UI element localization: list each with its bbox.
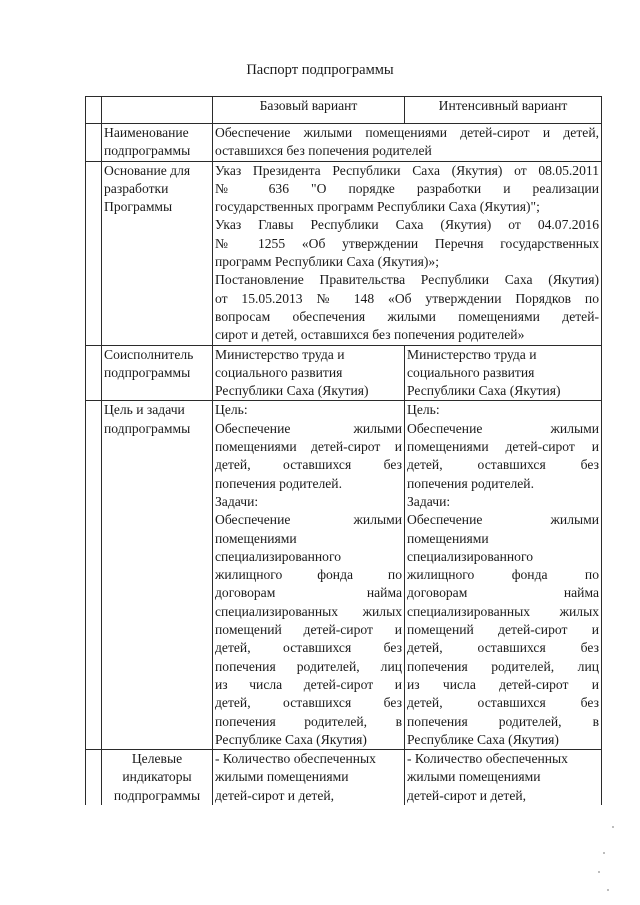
intensive-variant-cell: - Количество обеспеченных жилыми помещениями детей-сирот и детей,	[405, 750, 602, 805]
table-row-basis	[86, 161, 602, 345]
table-row-goals	[86, 401, 602, 750]
row-number-cell	[86, 161, 102, 345]
base-variant-cell: - Количество обеспеченных жилыми помещениями детей-сирот и детей,	[213, 750, 405, 805]
row-number-cell	[86, 124, 102, 162]
row-value: Указ Президента Республики Саха (Якутия) от 08.05.2011 № 636 "О порядке разработки и реализации государственных программ Республики Саха (Якутия)"; Указ Главы Республики Саха (Якутия) от 04.07.2016 № 1255 «Об утверждении Перечня государственных программ Республики Саха (Якутия)»; Постановление Правительства Республики Саха (Якутия) от 15.05.2013 № 148 «Об утверждении Порядков по вопросам обеспечения жилыми помещениями детей- сирот и детей, оставшихся без попечения родителей»	[213, 161, 602, 345]
passport-table	[85, 96, 602, 805]
table-row-indicators	[86, 750, 602, 805]
row-label: Цель и задачи подпрограммы	[102, 401, 213, 750]
row-label: Соисполнитель подпрограммы	[102, 345, 213, 401]
base-variant-cell: Цель: Обеспечение жилыми помещениями детей-сирот и детей, оставшихся без попечения родителей. Задачи: Обеспечение жилыми помещениями специализированного жилищного фонда по договорам найма специализированных жилых помещений детей-сирот и детей, оставшихся без попечения родителей, лиц из числа детей-сирот и детей, оставшихся без попечения родителей, в Республике Саха (Якутия)	[213, 401, 405, 750]
row-label: Наименование подпрограммы	[102, 124, 213, 162]
page-title: Паспорт подпрограммы	[246, 62, 394, 78]
row-number-cell	[86, 345, 102, 401]
row-value: Обеспечение жилыми помещениями детей-сирот и детей, оставшихся без попечения родителей	[213, 124, 602, 162]
header-base-variant: Базовый вариант	[213, 97, 405, 124]
table-header-row	[86, 97, 602, 124]
row-label: Основание для разработки Программы	[102, 161, 213, 345]
base-variant-cell: Министерство труда и социального развития Республики Саха (Якутия)	[213, 345, 405, 401]
row-number-cell	[86, 750, 102, 805]
header-label-cell	[102, 97, 213, 124]
header-intensive-variant: Интенсивный вариант	[405, 97, 602, 124]
intensive-variant-cell: Цель: Обеспечение жилыми помещениями детей-сирот и детей, оставшихся без попечения родителей. Задачи: Обеспечение жилыми помещениями специализированного жилищного фонда по договорам найма специализированных жилых помещений детей-сирот и детей, оставшихся без попечения родителей, лиц из числа детей-сирот и детей, оставшихся без попечения родителей, в Республике Саха (Якутия)	[405, 401, 602, 750]
row-number-cell	[86, 401, 102, 750]
intensive-variant-cell: Министерство труда и социального развития Республики Саха (Якутия)	[405, 345, 602, 401]
table-row-coexecutor	[86, 345, 602, 401]
row-number-cell	[86, 97, 102, 124]
row-label: Целевые индикаторы подпрограммы	[102, 750, 213, 805]
table-row-name	[86, 124, 602, 162]
